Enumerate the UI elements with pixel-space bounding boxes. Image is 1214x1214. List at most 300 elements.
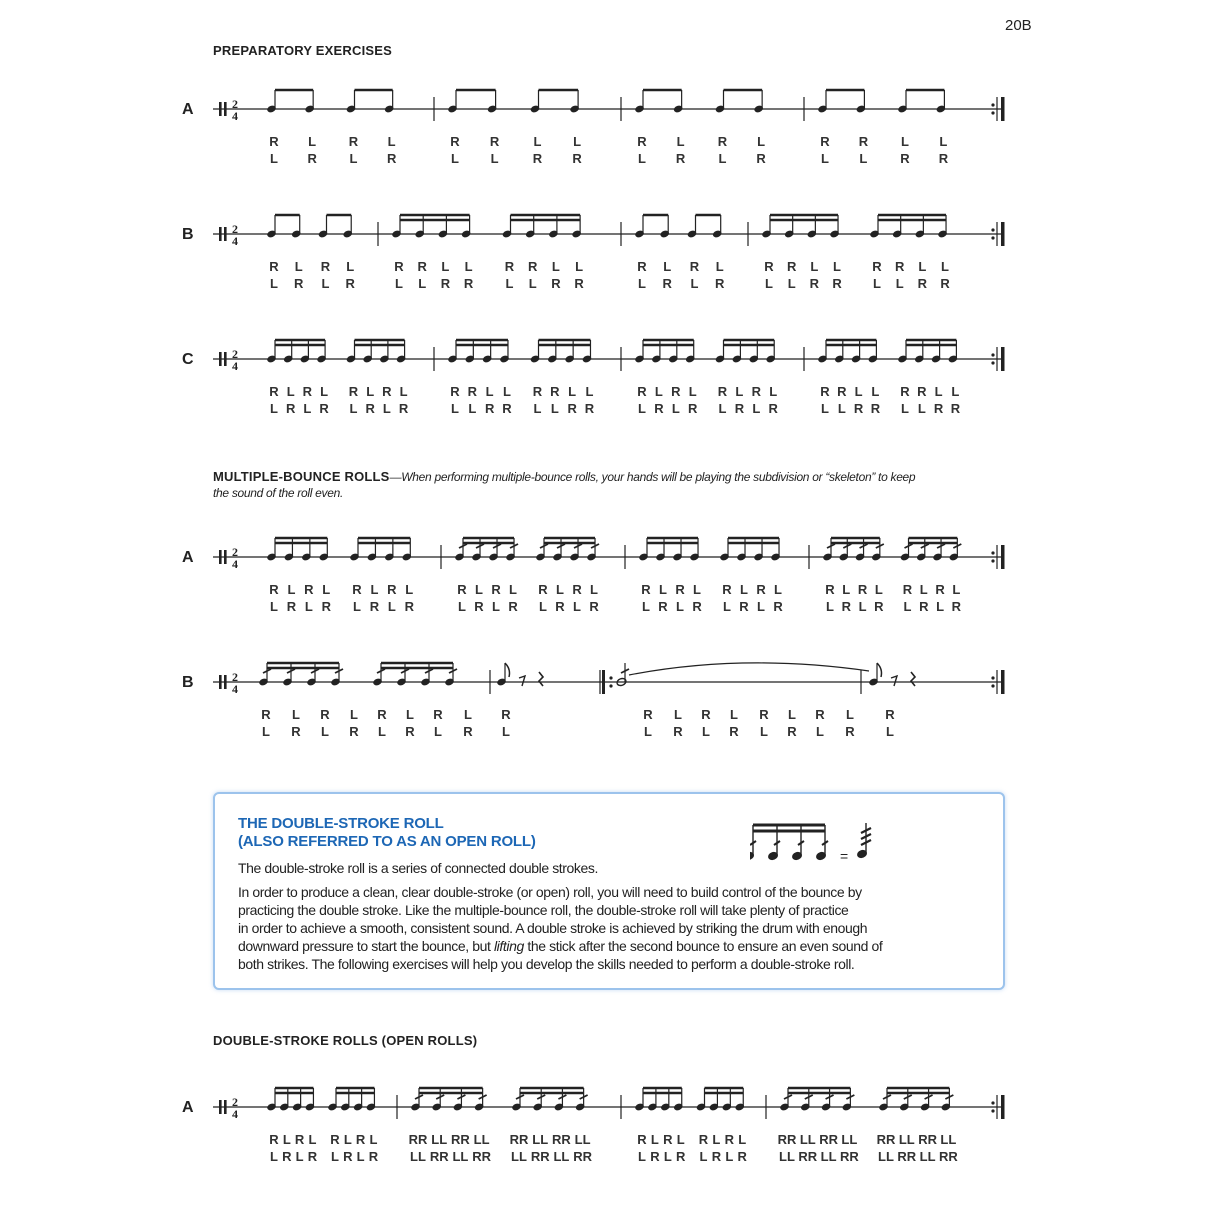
repeat-dot bbox=[991, 361, 994, 364]
sticking-letter: R bbox=[302, 384, 313, 399]
sticking-letter: RR bbox=[798, 1149, 818, 1164]
percussion-clef-icon bbox=[219, 1100, 222, 1114]
staff-prep-b bbox=[213, 211, 1008, 255]
sticking-letter: R bbox=[676, 1149, 686, 1164]
sticking-letter: RR bbox=[509, 1132, 529, 1147]
tie-slur bbox=[629, 663, 869, 675]
sticking-letter: R bbox=[689, 259, 700, 274]
percussion-clef-icon bbox=[224, 550, 227, 564]
repeat-dot bbox=[991, 228, 994, 231]
staff-prep-c bbox=[213, 336, 1008, 380]
sticking-letter: L bbox=[568, 384, 577, 399]
sticking-letter: L bbox=[757, 599, 765, 614]
sticking-letter: R bbox=[484, 401, 495, 416]
sticking-letter: RR bbox=[876, 1132, 896, 1147]
section-title-multiple-bounce-label: MULTIPLE-BOUNCE ROLLS bbox=[213, 469, 390, 484]
time-signature-bottom: 4 bbox=[232, 109, 238, 123]
sticking-letter: R bbox=[643, 707, 653, 722]
sticking-letter: R bbox=[874, 599, 884, 614]
sticking-letter: R bbox=[786, 259, 797, 274]
callout-body-line bbox=[238, 937, 983, 955]
sticking-letter: RR bbox=[552, 1132, 571, 1147]
callout-body-line: practicing the double stroke. Like the multiple-bounce roll, the double-stroke roll will take plenty of practice bbox=[238, 902, 849, 918]
sticking-letter: R bbox=[837, 384, 847, 399]
repeat-dot bbox=[991, 1109, 994, 1112]
sticking-letter: L bbox=[270, 276, 278, 291]
sticking-letter: L bbox=[886, 724, 894, 739]
time-signature-top: 2 bbox=[232, 545, 238, 559]
sticking-letter: R bbox=[711, 1149, 722, 1164]
sticking-letter: R bbox=[938, 151, 949, 166]
sticking-letter: LL bbox=[919, 1149, 936, 1164]
sticking-letter: L bbox=[378, 724, 386, 739]
sticking-letter: L bbox=[270, 151, 278, 166]
sticking-letter: RR bbox=[573, 1149, 593, 1164]
sticking-letter: R bbox=[574, 276, 584, 291]
sticking-letter: R bbox=[825, 582, 835, 597]
sticking-letter: R bbox=[405, 724, 415, 739]
sticking-letter: L bbox=[712, 1132, 721, 1147]
sticking-letter: L bbox=[295, 1149, 304, 1164]
sticking-letter: L bbox=[659, 582, 667, 597]
sticking-letter: R bbox=[321, 599, 331, 614]
sticking-letter: R bbox=[294, 276, 304, 291]
sticking-letter: R bbox=[698, 1132, 709, 1147]
sticking-letter: R bbox=[320, 259, 331, 274]
repeat-dot bbox=[991, 236, 994, 239]
sticking-letter: RR bbox=[777, 1132, 797, 1147]
sticking-letter: R bbox=[900, 384, 910, 399]
sticking-letter: L bbox=[952, 582, 961, 597]
sticking-letter: L bbox=[509, 582, 517, 597]
sticking-letter: R bbox=[291, 724, 301, 739]
sticking-letter: L bbox=[458, 599, 466, 614]
sticking-letter: L bbox=[765, 276, 773, 291]
sticking-letter: R bbox=[675, 582, 685, 597]
percussion-clef-icon bbox=[224, 102, 227, 116]
sticking-letter: L bbox=[826, 599, 834, 614]
sticking-letter: R bbox=[369, 599, 380, 614]
sticking-letter: R bbox=[355, 1132, 366, 1147]
repeat-dot bbox=[991, 559, 994, 562]
sticking-letter: R bbox=[885, 707, 895, 722]
percussion-clef-icon bbox=[219, 352, 222, 366]
sticking-letter: L bbox=[757, 134, 766, 149]
time-signature-top: 2 bbox=[232, 1095, 238, 1109]
sticking-letter: R bbox=[787, 724, 797, 739]
section-description: —When performing multiple-bounce rolls, your hands will be playing the subdivision or “skeleton” to keep bbox=[389, 470, 916, 484]
page-number: 20B bbox=[1005, 17, 1032, 34]
repeat-dot bbox=[609, 684, 612, 687]
sticking-letter: R bbox=[673, 724, 683, 739]
time-signature-bottom: 4 bbox=[232, 682, 238, 696]
sticking-letter: L bbox=[533, 134, 542, 149]
sticking-letter: R bbox=[637, 384, 647, 399]
sticking-letter: R bbox=[282, 1149, 292, 1164]
sticking-letter: L bbox=[638, 401, 646, 416]
sticking-letter: L bbox=[821, 151, 829, 166]
sticking-letter: R bbox=[734, 401, 745, 416]
sticking-letter: R bbox=[307, 151, 317, 166]
sticking-letter: L bbox=[951, 384, 960, 399]
sticking-letter: L bbox=[738, 1132, 747, 1147]
sticking-letter: L bbox=[723, 599, 731, 614]
eighth-rest-icon bbox=[519, 676, 525, 686]
sticking-letter: R bbox=[489, 134, 500, 149]
sticking-letter: R bbox=[714, 276, 725, 291]
sticking-letter: L bbox=[901, 134, 909, 149]
sticking-letter: L bbox=[292, 707, 300, 722]
sticking-letter: L bbox=[492, 599, 500, 614]
sticking-letter: LL bbox=[452, 1149, 469, 1164]
time-signature-top: 2 bbox=[232, 347, 238, 361]
sticking-letter: L bbox=[816, 724, 824, 739]
sticking-letter: R bbox=[467, 384, 478, 399]
sticking-letter: R bbox=[463, 724, 473, 739]
sticking-letter: L bbox=[270, 401, 278, 416]
time-signature-top: 2 bbox=[232, 97, 238, 111]
repeat-dot bbox=[609, 676, 612, 679]
sticking-letter: L bbox=[846, 707, 854, 722]
sticking-letter: L bbox=[918, 259, 927, 274]
sticking-letter: R bbox=[688, 401, 698, 416]
sticking-letter: L bbox=[585, 384, 594, 399]
sticking-letter: R bbox=[269, 384, 279, 399]
section-title-double-stroke: DOUBLE-STROKE ROLLS (OPEN ROLLS) bbox=[213, 1033, 478, 1048]
final-barline bbox=[1001, 670, 1005, 694]
sticking-letter: L bbox=[837, 401, 846, 416]
sticking-letter: L bbox=[451, 401, 459, 416]
exercise-letter: A bbox=[182, 1099, 194, 1116]
sticking-letter: L bbox=[331, 1149, 339, 1164]
sticking-letter: R bbox=[386, 151, 397, 166]
sticking-letter: L bbox=[502, 724, 510, 739]
eighth-rest-icon bbox=[891, 676, 897, 686]
sticking-letter: L bbox=[917, 401, 926, 416]
sticking-letter: RR bbox=[897, 1149, 917, 1164]
sticking-letter: RR bbox=[918, 1132, 937, 1147]
sticking-letter: R bbox=[759, 707, 769, 722]
sticking-letter: R bbox=[820, 134, 830, 149]
sticking-letter: L bbox=[485, 384, 494, 399]
double-stroke-roll-callout bbox=[213, 792, 1005, 990]
sticking-letter: R bbox=[463, 276, 474, 291]
sticking-letter: R bbox=[352, 582, 362, 597]
sticking-letter: L bbox=[353, 599, 361, 614]
sticking-letter: LL bbox=[553, 1149, 570, 1164]
time-signature-bottom: 4 bbox=[232, 234, 238, 248]
repeat-dot bbox=[991, 684, 994, 687]
sticking-letter: R bbox=[269, 1132, 279, 1147]
quarter-rest-icon bbox=[539, 672, 543, 686]
sticking-letter: L bbox=[262, 724, 270, 739]
sticking-letter: L bbox=[533, 401, 542, 416]
sticking-letter: R bbox=[532, 384, 543, 399]
sticking-letter: L bbox=[725, 1149, 734, 1164]
percussion-clef-icon bbox=[219, 227, 222, 241]
sticking-letter: L bbox=[676, 599, 684, 614]
sticking-letter: L bbox=[787, 276, 796, 291]
sticking-letter: L bbox=[654, 384, 663, 399]
sticking-letter: R bbox=[294, 1132, 305, 1147]
sticking-letter: L bbox=[833, 259, 842, 274]
sticking-letter: L bbox=[434, 724, 442, 739]
repeat-dot bbox=[991, 353, 994, 356]
repeat-dot bbox=[991, 676, 994, 679]
sticking-letter: L bbox=[287, 582, 296, 597]
exercise-letter: C bbox=[182, 351, 194, 368]
sticking-letter: LL bbox=[574, 1132, 591, 1147]
sticking-letter: R bbox=[417, 259, 427, 274]
sticking-letter: L bbox=[752, 401, 761, 416]
sticking-letter: R bbox=[457, 582, 467, 597]
section-title-preparatory: PREPARATORY EXERCISES bbox=[213, 43, 393, 58]
callout-body-line: in order to achieve a smooth, consistent sound. A double stroke is achieved by striking the drum with enough bbox=[238, 920, 868, 936]
quarter-rest-icon bbox=[911, 672, 915, 686]
sticking-letter: L bbox=[308, 1132, 317, 1147]
sticking-letter: L bbox=[303, 401, 312, 416]
percussion-clef-icon bbox=[224, 1100, 227, 1114]
sticking-letter: L bbox=[874, 582, 883, 597]
sticking-letter: L bbox=[842, 582, 851, 597]
sticking-letter: L bbox=[688, 384, 697, 399]
sticking-letter: L bbox=[468, 401, 477, 416]
sticking-letter: RR bbox=[819, 1132, 838, 1147]
sticking-letter: R bbox=[377, 707, 387, 722]
exercise-letter: A bbox=[182, 549, 194, 566]
sticking-letter: R bbox=[737, 1149, 747, 1164]
sticking-letter: L bbox=[854, 384, 863, 399]
section-description-continued: the sound of the roll even. bbox=[213, 486, 343, 500]
sticking-letter: R bbox=[917, 276, 928, 291]
sticking-letter: R bbox=[348, 134, 359, 149]
sticking-letter: LL bbox=[410, 1149, 426, 1164]
sticking-letter: R bbox=[319, 401, 329, 416]
callout-subtitle: (ALSO REFERRED TO AS AN OPEN ROLL) bbox=[238, 833, 536, 850]
repeat-barline bbox=[602, 670, 605, 694]
sticking-letter: L bbox=[441, 259, 450, 274]
sticking-letter: R bbox=[845, 724, 855, 739]
sticking-letter: R bbox=[504, 259, 515, 274]
sticking-letter: L bbox=[895, 276, 904, 291]
staff-mb-a bbox=[213, 534, 1008, 578]
sticking-letter: R bbox=[820, 384, 830, 399]
callout-body-line: In order to produce a clean, clear double-stroke (or open) roll, you will need to build control of the bounce by bbox=[238, 884, 862, 900]
sticking-letter: R bbox=[474, 599, 484, 614]
sticking-letter: R bbox=[756, 151, 766, 166]
sticking-letter: R bbox=[950, 401, 961, 416]
sticking-letter: L bbox=[663, 1149, 672, 1164]
sticking-letter: R bbox=[501, 707, 511, 722]
sticking-letter: L bbox=[810, 259, 819, 274]
sticking-letter: R bbox=[433, 707, 443, 722]
sticking-letter: R bbox=[343, 1149, 353, 1164]
sticking-letter: R bbox=[894, 259, 905, 274]
sticking-letter: R bbox=[841, 599, 851, 614]
sticking-letter: LL bbox=[878, 1149, 894, 1164]
sticking-letter: R bbox=[365, 401, 375, 416]
sticking-letter: L bbox=[821, 401, 829, 416]
sticking-letter: L bbox=[676, 134, 685, 149]
sticking-letter: L bbox=[556, 582, 564, 597]
sticking-letter: L bbox=[644, 724, 652, 739]
sticking-letter: R bbox=[307, 1149, 318, 1164]
sticking-letter: L bbox=[873, 276, 881, 291]
sticking-letter: LL bbox=[779, 1149, 795, 1164]
sticking-letter: L bbox=[321, 276, 330, 291]
final-barline bbox=[1001, 222, 1005, 246]
sticking-letter: L bbox=[395, 276, 403, 291]
sticking-letter: R bbox=[935, 582, 945, 597]
sticking-letter: L bbox=[451, 151, 459, 166]
sticking-letter: R bbox=[285, 401, 296, 416]
sticking-letter: R bbox=[450, 384, 460, 399]
sticking-letter: RR bbox=[451, 1132, 470, 1147]
sticking-letter: L bbox=[346, 259, 355, 274]
sticking-letter: R bbox=[394, 259, 404, 274]
sticking-letter: R bbox=[717, 134, 728, 149]
sticking-letter: R bbox=[330, 1132, 340, 1147]
section-title-multiple-bounce bbox=[213, 469, 915, 484]
sticking-letter: R bbox=[658, 599, 668, 614]
sticking-letter: L bbox=[936, 599, 945, 614]
sticking-letter: L bbox=[638, 1149, 646, 1164]
percussion-clef-icon bbox=[219, 675, 222, 689]
sticking-letter: L bbox=[475, 582, 483, 597]
sticking-letter: L bbox=[859, 151, 868, 166]
sticking-letter: RR bbox=[839, 1149, 859, 1164]
sticking-letter: R bbox=[637, 134, 647, 149]
sticking-letter: L bbox=[308, 134, 317, 149]
sticking-letter: L bbox=[730, 707, 738, 722]
sticking-letter: R bbox=[671, 384, 681, 399]
sticking-letter: L bbox=[871, 384, 880, 399]
sticking-letter: R bbox=[368, 1149, 379, 1164]
callout-body-line: both strikes. The following exercises will help you develop the skills needed to perform a double-stroke roll. bbox=[238, 956, 855, 972]
sticking-letter: R bbox=[349, 724, 359, 739]
sticking-letter: L bbox=[464, 707, 472, 722]
sticking-letter: L bbox=[322, 582, 331, 597]
sticking-letter: L bbox=[903, 599, 912, 614]
sticking-letter: L bbox=[387, 599, 396, 614]
sticking-letter: L bbox=[650, 1132, 659, 1147]
staff-mb-b bbox=[213, 659, 1008, 703]
sticking-letter: L bbox=[642, 599, 650, 614]
sticking-letter: L bbox=[674, 707, 682, 722]
sticking-letter: R bbox=[832, 276, 842, 291]
staff-prep-a bbox=[213, 86, 1008, 130]
sticking-letter: L bbox=[550, 401, 559, 416]
sticking-letter: R bbox=[304, 582, 314, 597]
sticking-letter: R bbox=[269, 134, 279, 149]
sticking-letter: R bbox=[815, 707, 825, 722]
sticking-letter: LL bbox=[841, 1132, 858, 1147]
sticking-letter: L bbox=[573, 134, 582, 149]
sticking-letter: R bbox=[286, 599, 297, 614]
percussion-clef-icon bbox=[219, 550, 222, 564]
sticking-letter: L bbox=[551, 259, 560, 274]
sticking-letter: L bbox=[505, 276, 514, 291]
sticking-letter: R bbox=[345, 276, 355, 291]
sticking-letter: L bbox=[718, 151, 727, 166]
sticking-letter: L bbox=[676, 1132, 685, 1147]
sticking-letter: L bbox=[382, 401, 391, 416]
sticking-letter: L bbox=[769, 384, 778, 399]
sticking-letter: R bbox=[348, 384, 359, 399]
sticking-letter: R bbox=[641, 582, 651, 597]
sticking-letter: R bbox=[853, 401, 864, 416]
sticking-letter: R bbox=[724, 1132, 735, 1147]
sticking-letter: L bbox=[366, 384, 375, 399]
sticking-letter: L bbox=[320, 384, 329, 399]
sticking-letter: R bbox=[917, 384, 927, 399]
sticking-letter: LL bbox=[799, 1132, 816, 1147]
sticking-letter: L bbox=[760, 724, 768, 739]
sticking-letter: L bbox=[638, 151, 646, 166]
final-barline bbox=[1001, 545, 1005, 569]
callout-intro: The double-stroke roll is a series of connected double strokes. bbox=[238, 860, 599, 876]
sticking-letter: R bbox=[729, 724, 739, 739]
sticking-letter: L bbox=[350, 707, 358, 722]
callout-body-text: the stick after the second bounce to ensure an even sound of bbox=[523, 938, 883, 954]
sticking-letter: R bbox=[584, 401, 595, 416]
sticking-letter: R bbox=[756, 582, 766, 597]
exercise-letter: B bbox=[182, 674, 194, 691]
sticking-letter: R bbox=[858, 134, 869, 149]
repeat-dot bbox=[991, 111, 994, 114]
sticking-letter: L bbox=[718, 401, 727, 416]
sticking-letter: L bbox=[690, 276, 699, 291]
final-barline bbox=[1001, 347, 1005, 371]
percussion-clef-icon bbox=[224, 227, 227, 241]
sticking-letter: L bbox=[774, 582, 782, 597]
sticking-letter: R bbox=[764, 259, 774, 274]
equals-sign: = bbox=[840, 848, 849, 864]
percussion-clef-icon bbox=[224, 675, 227, 689]
sticking-letter: L bbox=[399, 384, 408, 399]
sticking-letter: L bbox=[590, 582, 598, 597]
sticking-letter: LL bbox=[820, 1149, 837, 1164]
sticking-letter: R bbox=[538, 582, 548, 597]
sticking-letter: LL bbox=[431, 1132, 448, 1147]
sticking-letter: R bbox=[572, 582, 582, 597]
sticking-letter: L bbox=[282, 1132, 291, 1147]
sticking-letter: R bbox=[933, 401, 944, 416]
sticking-letter: L bbox=[370, 582, 379, 597]
sticking-letter: R bbox=[532, 151, 543, 166]
sticking-letter: LL bbox=[898, 1132, 915, 1147]
time-signature-bottom: 4 bbox=[232, 359, 238, 373]
double-stroke-notation-icon bbox=[750, 819, 880, 869]
callout-title: THE DOUBLE-STROKE ROLL bbox=[238, 815, 444, 832]
sticking-letter: RR bbox=[429, 1149, 449, 1164]
exercise-letter: B bbox=[182, 226, 194, 243]
sticking-letter: R bbox=[809, 276, 820, 291]
sticking-letter: L bbox=[693, 582, 701, 597]
sticking-letter: L bbox=[575, 259, 584, 274]
callout-emphasis: lifting bbox=[493, 938, 524, 954]
note-flag bbox=[877, 663, 882, 677]
sticking-letter: LL bbox=[940, 1132, 957, 1147]
sticking-letter: RR bbox=[530, 1149, 550, 1164]
sticking-letter: R bbox=[663, 1132, 673, 1147]
sticking-letter: R bbox=[382, 384, 392, 399]
sticking-letter: L bbox=[270, 1149, 278, 1164]
final-barline bbox=[1001, 97, 1005, 121]
sticking-letter: R bbox=[951, 599, 962, 614]
repeat-dot bbox=[991, 551, 994, 554]
exercise-letter: A bbox=[182, 101, 194, 118]
